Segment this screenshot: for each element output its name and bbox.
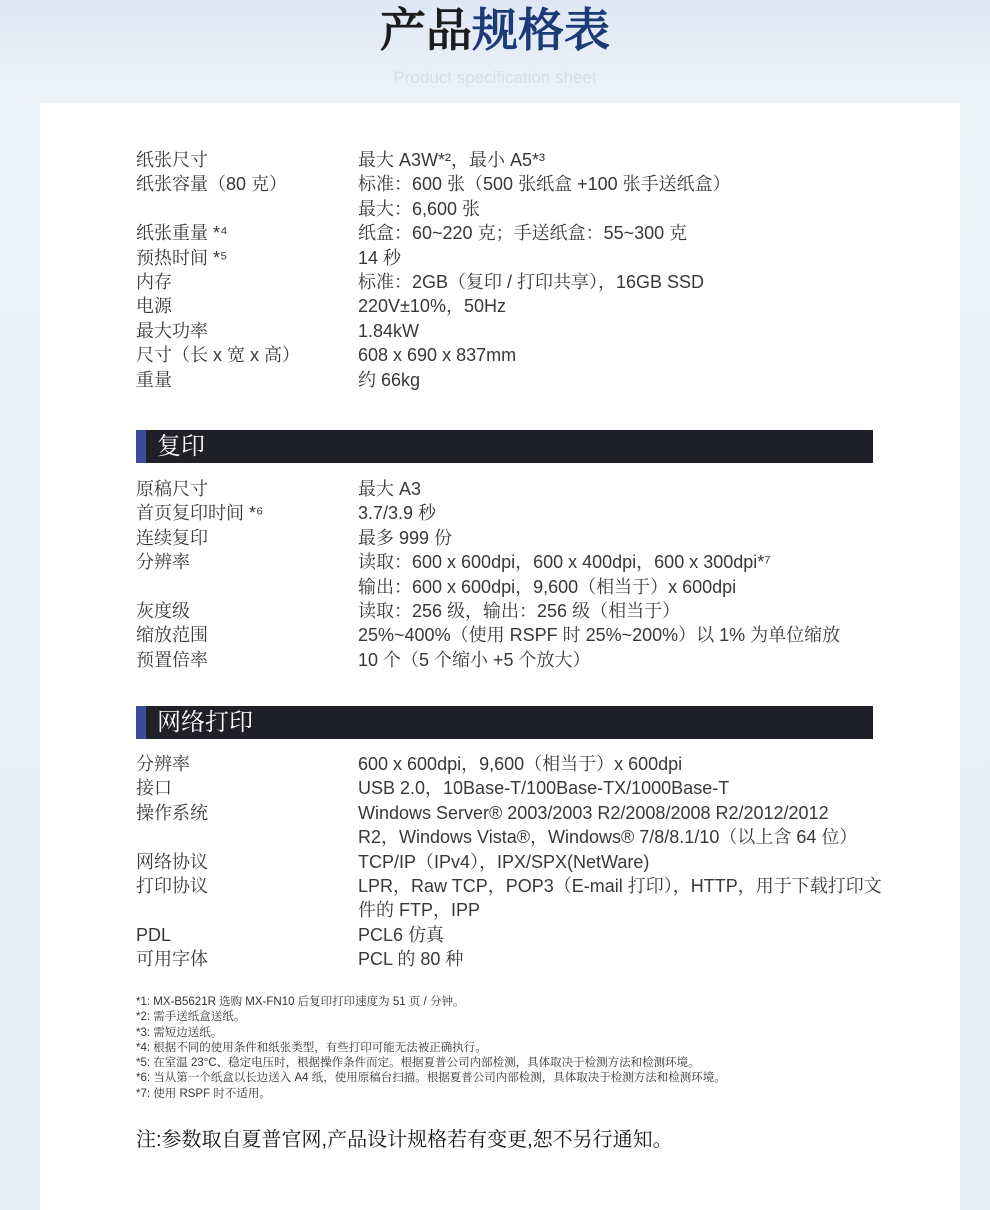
spec-value-line: 10 个（5 个缩小 +5 个放大）	[358, 649, 591, 670]
section-title: 复印	[157, 433, 205, 460]
spec-label: 网络协议	[136, 851, 208, 872]
row-first-copy-time	[136, 501, 873, 525]
spec-value-line: 14 秒	[358, 247, 402, 268]
spec-value	[358, 270, 873, 294]
row-max-power	[136, 319, 873, 343]
spec-label: 电源	[136, 296, 172, 317]
spec-label: 原稿尺寸	[136, 479, 208, 499]
spec-value	[358, 648, 873, 672]
spec-section-network-print	[136, 752, 882, 972]
section-header-stripe	[136, 430, 146, 463]
section-header-stripe	[136, 706, 146, 739]
spec-label: 连续复印	[136, 527, 208, 548]
spec-value	[358, 148, 873, 172]
spec-label: PDL	[136, 924, 172, 945]
spec-value	[358, 550, 873, 599]
spec-value	[358, 526, 873, 550]
spec-value	[358, 368, 873, 392]
spec-label: 灰度级	[136, 601, 190, 622]
section-title: 网络打印	[157, 709, 253, 736]
spec-value-line: 3.7/3.9 秒	[358, 503, 437, 524]
spec-label: 纸张尺寸	[136, 150, 208, 170]
disclaimer-notice: 注:参数取自夏普官网,产品设计规格若有变更,恕不另行通知。	[136, 1129, 673, 1151]
spec-label: 操作系统	[136, 802, 208, 823]
spec-label: 纸张重量 *⁴	[136, 223, 228, 244]
spec-value-line: 读取：256 级，输出：256 级（相当于）	[358, 601, 681, 622]
spec-value-line: 608 x 690 x 837mm	[358, 345, 517, 366]
spec-value	[358, 599, 873, 623]
spec-label: 纸张容量（80 克）	[136, 174, 288, 195]
row-copy-resolution	[136, 550, 873, 599]
spec-value	[358, 246, 873, 270]
spec-label: 尺寸（长 x 宽 x 高）	[136, 345, 301, 366]
row-memory	[136, 270, 873, 294]
spec-label: 首页复印时间 *⁶	[136, 503, 264, 524]
spec-value	[358, 623, 873, 647]
spec-value-line: 读取：600 x 600dpi，600 x 400dpi，600 x 300dpi*⁷	[358, 552, 771, 573]
spec-value	[358, 501, 873, 525]
spec-value	[358, 319, 873, 343]
spec-label: 最大功率	[136, 320, 208, 341]
spec-value-line: 25%~400%（使用 RSPF 时 25%~200%）以 1% 为单位缩放	[358, 625, 841, 646]
spec-value-line: 最大：6,600 张	[358, 198, 481, 219]
spec-value	[358, 947, 873, 971]
row-weight	[136, 368, 873, 392]
spec-label: 打印协议	[136, 876, 208, 897]
spec-value-line: 纸盒：60~220 克；手送纸盒：55~300 克	[358, 223, 688, 244]
footnote: *5: 在室温 23°C、稳定电压时，根据操作条件而定。根据夏普公司内部检测，具体取决于检测方法和检测环境。	[136, 1057, 700, 1070]
spec-value-line: 标准：600 张（500 张纸盒 +100 张手送纸盒）	[358, 174, 731, 195]
spec-label: 预置倍率	[136, 649, 208, 670]
spec-value	[358, 874, 882, 923]
footnote: *1: MX-B5621R 选购 MX-FN10 后复印打印速度为 51 页 / 分钟。	[136, 996, 465, 1008]
row-print-resolution	[136, 752, 873, 776]
spec-label: 缩放范围	[136, 625, 208, 646]
spec-value-line: LPR，Raw TCP，POP3（E-mail 打印），HTTP，用于下载打印文	[358, 876, 882, 897]
spec-label: 预热时间 *⁵	[136, 247, 228, 268]
row-gray-scale	[136, 599, 873, 623]
spec-label: 分辨率	[136, 552, 190, 573]
spec-value	[358, 343, 873, 367]
spec-value	[358, 221, 873, 245]
footnote: *4: 根据不同的使用条件和纸张类型，有些打印可能无法被正确执行。	[136, 1041, 487, 1054]
spec-label: 重量	[136, 369, 172, 390]
spec-value	[358, 752, 873, 776]
spec-label: 可用字体	[136, 949, 208, 970]
row-network-protocols	[136, 850, 873, 874]
spec-section-copy	[136, 477, 873, 672]
spec-value-line: PCL6 仿真	[358, 924, 445, 945]
section-header-network-print	[136, 706, 873, 739]
spec-value	[358, 776, 873, 800]
title-part-spec-sheet: 规格表	[472, 4, 610, 56]
spec-value-line: 标准：2GB（复印 / 打印共享），16GB SSD	[358, 272, 705, 293]
footnote: *6: 当从第一个纸盒以长边送入 A4 纸，使用原稿台扫描。根据夏普公司内部检测，具体取决于检测方法和检测环境。	[136, 1072, 726, 1085]
spec-value	[358, 172, 873, 221]
row-continuous-copy	[136, 526, 873, 550]
row-paper-capacity	[136, 172, 873, 221]
row-warm-up-time	[136, 246, 873, 270]
row-zoom-range	[136, 623, 873, 647]
row-interface	[136, 776, 873, 800]
row-pdl	[136, 923, 873, 947]
title-part-product: 产品	[380, 4, 472, 56]
row-paper-size	[136, 148, 873, 172]
spec-value-line: 最大 A3	[358, 479, 422, 499]
spec-value	[358, 801, 873, 850]
footnote: *2: 需手送纸盒送纸。	[136, 1011, 246, 1024]
spec-value-line: 600 x 600dpi，9,600（相当于）x 600dpi	[358, 754, 683, 774]
spec-value-line: 输出：600 x 600dpi，9,600（相当于）x 600dpi	[358, 576, 737, 597]
row-preset-ratios	[136, 648, 873, 672]
page-title	[0, 3, 990, 57]
row-original-size	[136, 477, 873, 501]
row-operating-systems	[136, 801, 873, 850]
spec-value-line: 1.84kW	[358, 320, 420, 341]
row-paper-weight	[136, 221, 873, 245]
page-subtitle: Product specification sheet	[393, 68, 597, 87]
spec-value-line: 约 66kg	[358, 369, 421, 390]
spec-value-line: 最多 999 份	[358, 527, 453, 548]
footnotes	[136, 995, 936, 1102]
spec-value	[358, 294, 873, 318]
row-power-supply	[136, 294, 873, 318]
spec-value	[358, 477, 873, 501]
spec-value	[358, 923, 873, 947]
spec-value-line: TCP/IP（IPv4），IPX/SPX(NetWare)	[358, 851, 650, 872]
spec-section-general	[136, 148, 873, 392]
row-print-protocols	[136, 874, 882, 923]
row-dimensions	[136, 343, 873, 367]
spec-value-line: USB 2.0，10Base-T/100Base-TX/1000Base-T	[358, 778, 730, 799]
footnote: *7: 使用 RSPF 时不适用。	[136, 1087, 271, 1100]
spec-value-line: R2，Windows Vista®，Windows® 7/8/8.1/10（以上含 64 位）	[358, 827, 858, 848]
spec-label: 分辨率	[136, 754, 190, 774]
row-available-fonts	[136, 947, 873, 971]
spec-value-line: Windows Server® 2003/2003 R2/2008/2008 R2/2012/2012	[358, 802, 829, 823]
spec-label: 接口	[136, 778, 172, 799]
section-header-copy	[136, 430, 873, 463]
spec-value-line: 最大 A3W*²，最小 A5*³	[358, 150, 546, 170]
spec-label: 内存	[136, 272, 172, 293]
spec-value-line: PCL 的 80 种	[358, 949, 464, 970]
spec-value-line: 件的 FTP，IPP	[358, 900, 481, 921]
footnote: *3: 需短边送纸。	[136, 1026, 223, 1039]
spec-value-line: 220V±10%，50Hz	[358, 296, 506, 317]
spec-value	[358, 850, 873, 874]
